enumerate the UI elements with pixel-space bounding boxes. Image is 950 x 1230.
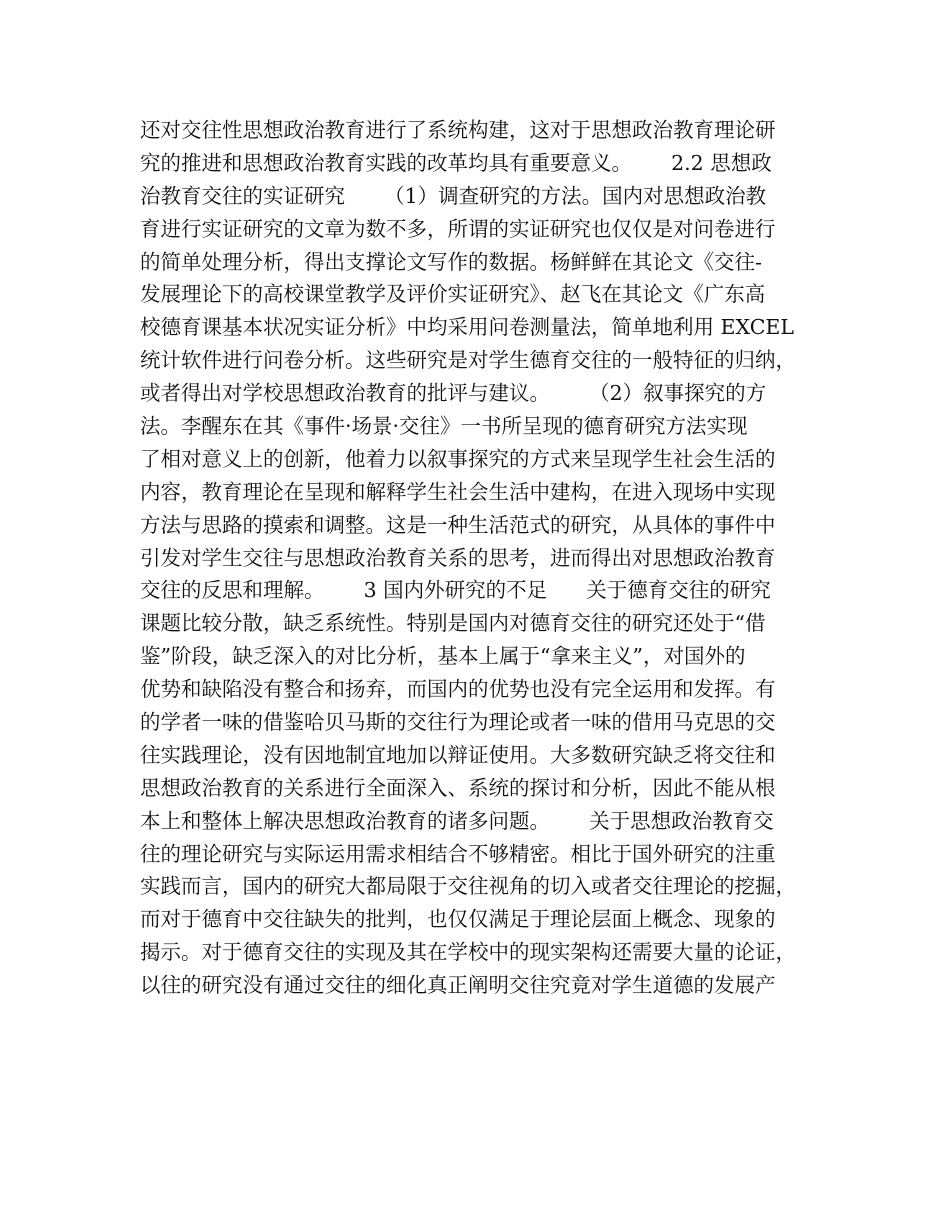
text-line: 而对于德育中交往缺失的批判，也仅仅满足于理论层面上概念、现象的 [140,907,776,932]
text-line: 本上和整体上解决思想政治教育的诸多问题。 关于思想政治教育交 [140,808,774,833]
text-line: 往的理论研究与实际运用需求相结合不够精密。相比于国外研究的注重 [140,841,776,866]
text-line: 实践而言，国内的研究大都局限于交往视角的切入或者交往理论的挖掘， [140,874,796,899]
text-line: 育进行实证研究的文章为数不多，所谓的实证研究也仅仅是对问卷进行 [140,216,776,241]
text-line: 引发对学生交往与思想政治教育关系的思考，进而得出对思想政治教育 [140,545,776,570]
text-line: 思想政治教育的关系进行全面深入、系统的探讨和分析，因此不能从根 [140,775,776,800]
text-line: 以往的研究没有通过交往的细化真正阐明交往究竟对学生道德的发展产 [140,973,776,998]
text-line: 统计软件进行问卷分析。这些研究是对学生德育交往的一般特征的归纳， [140,348,796,373]
text-line: 往实践理论，没有因地制宜地加以辩证使用。大多数研究缺乏将交往和 [140,742,776,767]
text-line: 还对交往性思想政治教育进行了系统构建，这对于思想政治教育理论研 [140,118,776,142]
text-line: 治教育交往的实证研究 （1）调查研究的方法。国内对思想政治教 [140,183,767,208]
text-line: 发展理论下的高校课堂教学及评价实证研究》、赵飞在其论文《广东高 [140,282,766,307]
text-line: 揭示。对于德育交往的实现及其在学校中的现实架构还需要大量的论证， [140,940,796,965]
text-line: 优势和缺陷没有整合和扬弃，而国内的优势也没有完全运用和发挥。有 [140,677,776,702]
text-line: 方法与思路的摸索和调整。这是一种生活范式的研究，从具体的事件中 [140,512,776,537]
text-line: 内容，教育理论在呈现和解释学生社会生活中建构，在进入现场中实现 [140,479,776,504]
text-line: 法。李醒东在其《事件·场景·交往》一书所呈现的德育研究方法实现 [140,414,748,439]
text-line: 或者得出对学校思想政治教育的批评与建议。 （2）叙事探究的方 [140,381,767,406]
text-line: 鉴”阶段，缺乏深入的对比分析，基本上属于“拿来主义”，对国外的 [140,644,746,669]
text-line: 的学者一味的借鉴哈贝马斯的交往行为理论或者一味的借用马克思的交 [140,710,776,735]
text-line: 交往的反思和理解。 3 国内外研究的不足 关于德育交往的研究 [140,578,771,603]
body-text [140,114,830,1002]
text-line: 课题比较分散，缺乏系统性。特别是国内对德育交往的研究还处于“借 [140,611,766,636]
text-line: 的简单处理分析，得出支撑论文写作的数据。杨鲜鲜在其论文《交往- [140,249,762,274]
text-line: 了相对意义上的创新，他着力以叙事探究的方式来呈现学生社会生活的 [140,446,776,471]
text-line: 究的推进和思想政治教育实践的改革均具有重要意义。 2.2 思想政 [140,150,772,175]
text-line: 校德育课基本状况实证分析》中均采用问卷测量法，简单地利用 EXCEL [140,315,794,340]
